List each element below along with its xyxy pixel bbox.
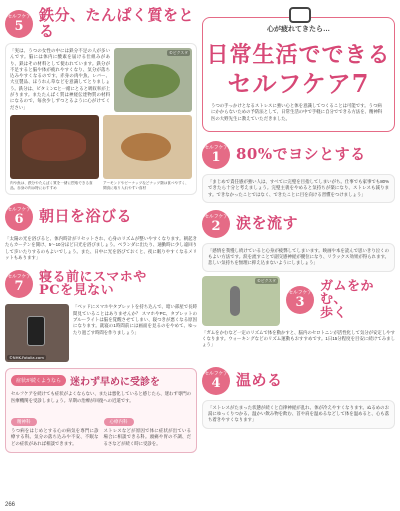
selfcare-badge — [5, 203, 33, 231]
section-body: 「ガムをかむなど一定のリズムで体を動かすと、脳内のセロトニンが活性化して気分が安定しやすくなります。ウォーキングなどのリズム運動もおすすめです。1日15分程度を目安に続けてみましょう」 — [202, 329, 395, 348]
badge-label: セルフケア — [204, 213, 228, 220]
section-body: 「ストレスがたまった状態が続くと自律神経が乱れ、体が冷えやすくなります。ぬるめのお湯にゆっくりつかる、温かい飲み物を飲む、首や肩を温めるなどして体を温めると、心も落ち着きやすくなります」 — [208, 404, 389, 423]
selfcare-badge — [5, 270, 33, 298]
badge-label: セルフケア — [7, 274, 31, 281]
section-header — [202, 205, 395, 243]
selfcare-2-section — [202, 205, 395, 272]
selfcare-badge — [286, 286, 314, 314]
badge-label: セルフケア — [288, 290, 312, 297]
section-header — [5, 264, 197, 304]
selfcare-1-section — [202, 136, 395, 203]
section-body: 「実は、うつの女性の中には鉄分不足の人が多いんです。脳には体内に酸素を届ける仕組みがあり、鉄はその材料として使われています。鉄分が不足すると脳や体が疲れやすくなり、気分が落ち込みやすくなるのです。赤身の肉や魚、レバー、大豆製品、ほうれん草などを意識してとりましょう。鉄分は、ビタミンCと一緒にとると吸収率が上がります。またたんぱく質は神経伝達物質の材料になるので、毎食少しずつとるように心がけてください」 — [10, 48, 110, 110]
consult-banner — [5, 368, 197, 452]
badge-number: 6 — [14, 212, 24, 228]
photo-caption: 肉や魚は、鉄分やたんぱく質を一緒に摂取できる食品。赤身の肉は特におすすめ — [10, 181, 93, 190]
section-body-box — [202, 174, 395, 203]
section-body-box — [202, 400, 395, 429]
section-body-box — [202, 243, 395, 272]
feature-subtitle: 心が疲れてきたら… — [267, 26, 330, 33]
column-body: うつ病をはじめとする心の病気を専門に診療する科。気分の落ち込みや不安、不眠などの症状があれば相談できます。 — [11, 427, 99, 446]
feature-title-card — [202, 17, 395, 132]
badge-number: 1 — [211, 150, 221, 165]
badge-label: セルフケア — [7, 14, 31, 20]
selfcare-3-section — [202, 276, 395, 362]
section-title — [320, 280, 395, 321]
section-header — [286, 280, 395, 321]
section-title: 鉄分、たんぱく質をとる — [39, 6, 195, 40]
section-header — [202, 362, 395, 400]
section-title — [39, 271, 147, 298]
left-column — [5, 5, 197, 453]
walking-person-icon — [230, 286, 240, 316]
section-title: 涙を流す — [236, 214, 299, 233]
badge-label: セルフケア — [7, 207, 31, 214]
photo-credit: ©ピクスタ — [169, 50, 188, 55]
selfcare-6-section — [5, 198, 197, 261]
smartphone-icon — [27, 316, 45, 346]
banner-intro: セルフケアを続けても症状がよくならない、または悪化していると感じたら、迷わず専門の医療機関を受診しましょう。早期の治療が回復への近道です。 — [11, 391, 191, 403]
section-title: 朝日を浴びる — [39, 207, 133, 226]
psychosomatic-column — [104, 408, 192, 447]
selfcare-4-section — [202, 362, 395, 429]
photo-credit: ©ピクスタ — [257, 277, 276, 283]
section-body: 「ベッドにスマホやタブレットを持ち込んで、暗い部屋で長時間見ていることはありませんか？ スマホやPC、タブレットのブルーライトは脳を覚醒させてしまい、寝つきが悪くなる原因になります。就寝の1時間前には画面を見るのをやめて、ゆったり過ごす時間を作りましょう」 — [73, 304, 197, 335]
column-body: ストレスなどが原因で体に症状が出ている場合に相談できる科。頭痛や胃の不調、だるさなどが続く時に受診を。 — [103, 427, 191, 446]
badge-number: 5 — [14, 19, 24, 34]
banner-columns — [11, 408, 191, 447]
selfcare-badge — [5, 10, 33, 38]
banner-header — [11, 373, 191, 388]
selfcare-badge — [202, 141, 230, 169]
section-5-card — [5, 43, 197, 195]
selfcare-badge — [202, 210, 230, 238]
walking-photo — [202, 276, 280, 326]
selfcare-5-section — [5, 5, 197, 195]
section-title-line1: ガムをかむ、 — [320, 278, 375, 308]
badge-number: 7 — [14, 279, 24, 295]
section-body: 「まじめで責任感が強い人は、すべてに完璧を目指してしまいがち。仕事でも家事でも80%できたら十分と考えましょう。完璧主義をやめると気持ちが楽になり、ストレスも減ります。できなかったことではなく、できたことに目を向ける習慣をつけましょう」 — [208, 179, 389, 197]
feature-description: うつの手っかけとなるストレスに強い心と体を意識してつくることは可能です。うつ病にかからないための予防法として、日常生活の中で手軽に自分でできる方法を、精神科医の大野先生に教えていただきました。 — [211, 103, 383, 121]
selfcare-7-section — [5, 264, 197, 362]
section-header — [5, 198, 197, 236]
salad-bowl-icon — [124, 64, 180, 98]
psychiatry-column — [11, 408, 99, 447]
right-column — [202, 5, 395, 429]
section-header — [202, 136, 395, 174]
section-title-line1: 寝る前にスマホや — [39, 269, 147, 285]
photo-caption: アーモンドやビーナッツなどナッツ類は食べやすく、間食に取り入れやすい食材 — [103, 181, 189, 190]
section-body: 「感情を我慢し続けていると心身が疲弊してしまいます。映画や本を読んで思いきり泣くのもよい方法です。涙を流すことで副交感神経が優位になり、リラックス効果が得られます。悲しい気持ちを無理に抑え込まないようにしましょう」 — [208, 247, 389, 266]
badge-label: セルフケア — [204, 145, 228, 151]
page-number: 266 — [5, 502, 16, 508]
feature-title-line2: セルフケア7 — [227, 69, 370, 98]
steak-icon — [22, 129, 86, 161]
section-body: 「太陽の光を浴びると、体内時計がリセットされ、心身のリズムが整いやすくなります。朝起きたらカーテンを開け、5〜10分ほど日光を浴びましょう。ベランダに出たり、通勤時に少し遠回りして歩いたりするのもよいでしょう。また、日中に光を浴びておくと、夜に眠りやすくなるメリットもあります」 — [5, 236, 197, 261]
selfcare-badge — [202, 367, 230, 395]
section-title: 温める — [236, 370, 283, 389]
badge-number: 2 — [211, 218, 221, 234]
column-heading: 精神科 — [11, 418, 37, 426]
smartphone-photo — [5, 304, 69, 362]
food-photos — [10, 115, 192, 190]
section-title-line2: PCを見ない — [39, 283, 115, 299]
salad-photo — [114, 48, 192, 112]
section-header — [5, 5, 197, 43]
steak-photo — [10, 115, 99, 179]
banner-tag: 症状が続くようなら — [11, 375, 66, 386]
nuts-icon — [121, 133, 171, 161]
badge-number: 4 — [211, 375, 221, 391]
section-title-line2: 歩く — [320, 306, 348, 322]
photo-credit: ©NHK-Fotolia.com — [9, 355, 44, 361]
nuts-photo — [103, 115, 192, 179]
clipboard-clip-icon — [289, 7, 311, 23]
section-title: 80%でヨシとする — [236, 145, 366, 164]
badge-label: セルフケア — [204, 370, 228, 377]
banner-title: 迷わず早めに受診を — [70, 377, 161, 389]
badge-number: 3 — [295, 295, 305, 311]
column-heading: 心療内科 — [104, 418, 134, 426]
feature-title-line1: 日常生活でできる — [206, 42, 391, 68]
